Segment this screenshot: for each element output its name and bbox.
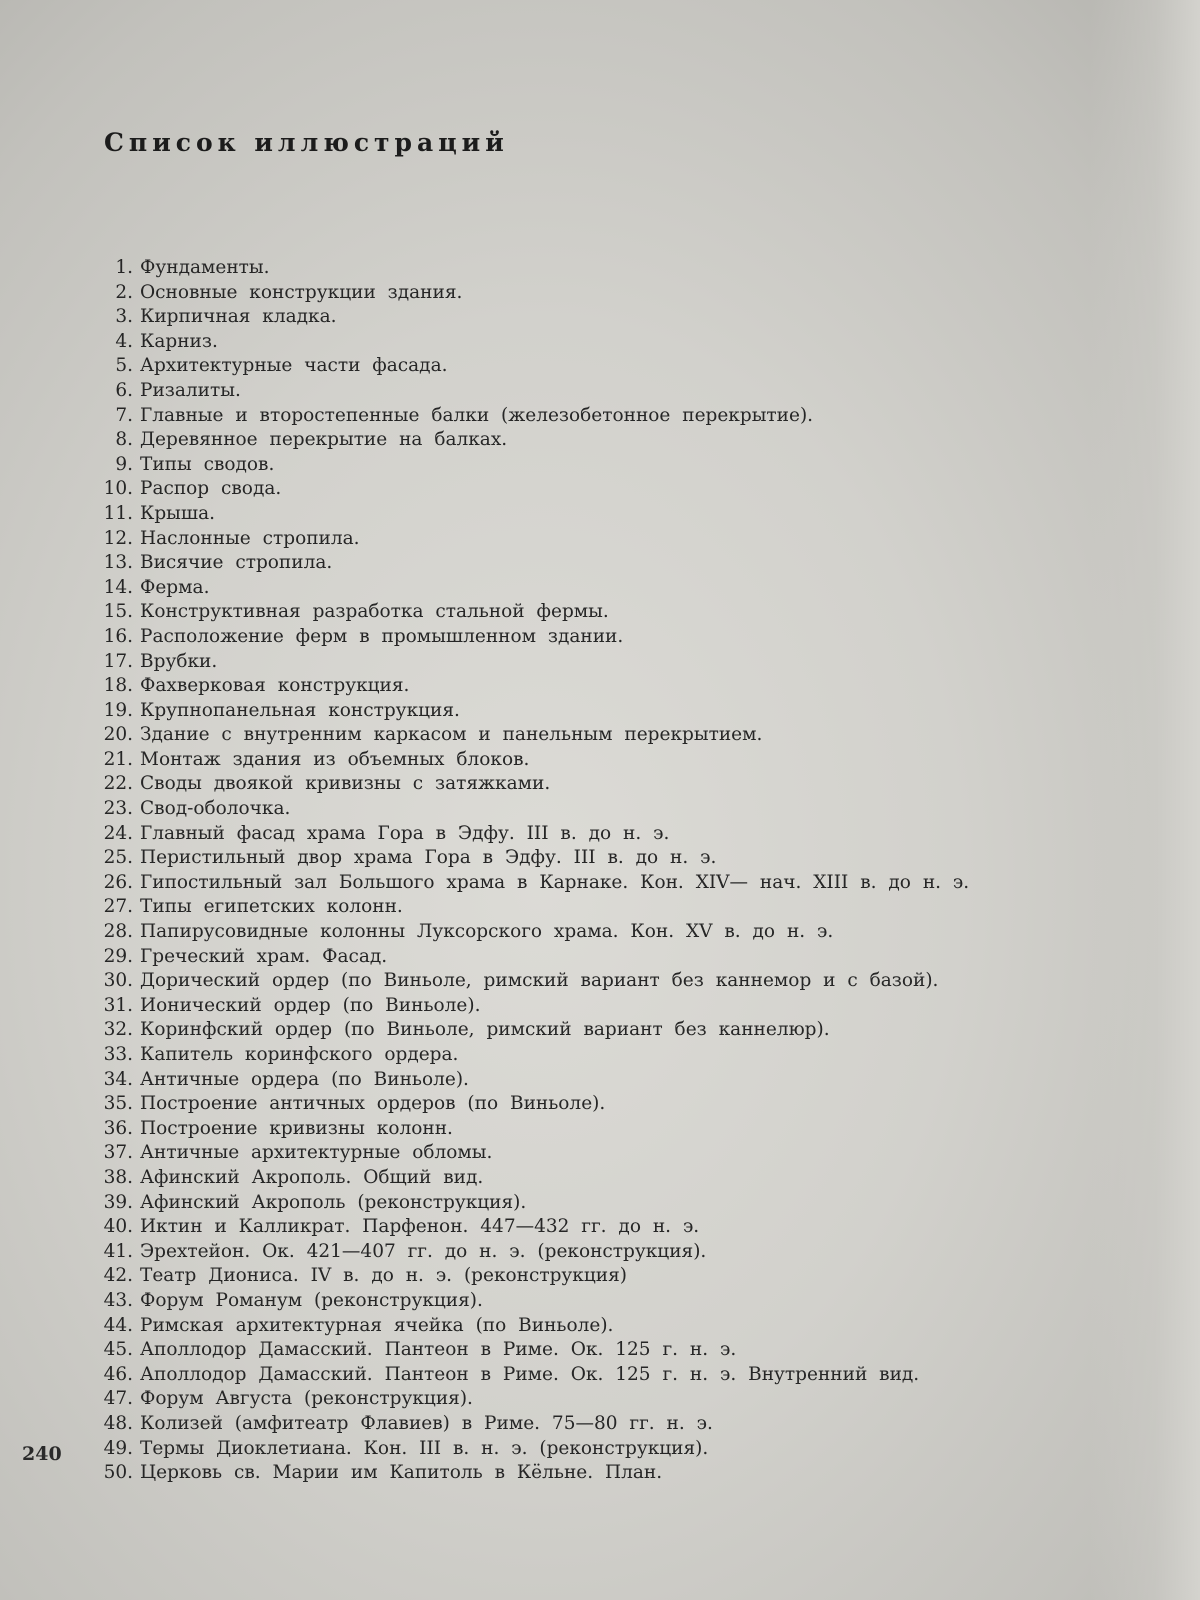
list-item-number: 42. [103,1265,133,1287]
list-item-text: Аполлодор Дамасский. Пантеон в Риме. Ок. 125 г. н. э. [140,1339,737,1361]
list-item-number: 15. [103,601,133,623]
list-item [92,994,969,1019]
list-item-number: 8. [115,429,133,451]
list-item-number: 22. [103,773,133,795]
list-item-number: 32. [103,1019,133,1041]
page-title: Список иллюстраций [104,128,509,157]
list-item [92,1166,969,1191]
list-item-number: 33. [103,1044,133,1065]
list-item-text: Монтаж здания из объемных блоков. [140,748,530,770]
list-item-text: Фахверковая конструкция. [140,675,410,697]
list-item [92,1412,969,1437]
list-item [92,748,969,773]
list-item-text: Свод-оболочка. [140,798,291,820]
list-item [92,600,969,625]
list-item-text: Крупнопанельная конструкция. [140,699,460,721]
list-item-text: Эрехтейон. Ок. 421—407 гг. до н. э. (реконструкция). [140,1240,707,1262]
list-item-text: Висячие стропила. [140,552,333,574]
list-item [92,895,969,920]
list-item [92,576,969,601]
list-item [92,625,969,650]
list-item [92,1461,969,1486]
list-item-number: 27. [103,896,133,918]
list-item [92,699,969,724]
list-item [92,1117,969,1142]
list-item [92,1240,969,1265]
list-item-text: Капитель коринфского ордера. [140,1044,459,1065]
list-item-number: 43. [103,1289,133,1311]
list-item-number: 23. [103,798,133,820]
list-item-number: 16. [103,625,133,647]
list-item [92,1043,969,1068]
list-item [92,551,969,576]
list-item [92,723,969,748]
list-item-text: Типы египетских колонн. [140,896,403,918]
list-item-text: Врубки. [140,650,218,672]
list-item-number: 13. [103,552,133,574]
list-item-text: Дорический ордер (по Виньоле, римский вариант без каннемор и с базой). [140,970,939,992]
list-item [92,256,969,281]
list-item-number: 18. [103,675,133,697]
list-item [92,1314,969,1339]
list-item-text: Кирпичная кладка. [140,306,337,328]
list-item-number: 34. [103,1068,133,1090]
list-item [92,1289,969,1314]
list-item-number: 11. [103,502,133,524]
list-item-number: 7. [115,404,133,426]
list-item [92,1215,969,1240]
list-item-text: Главный фасад храма Гора в Эдфу. III в. до н. э. [140,822,670,844]
list-item-number: 50. [103,1462,133,1484]
list-item-number: 31. [103,994,133,1016]
list-item-text: Архитектурные части фасада. [140,355,448,377]
list-item [92,871,969,896]
list-item-number: 30. [103,970,133,992]
list-item [92,1092,969,1117]
list-item-number: 35. [103,1093,133,1115]
list-item-number: 21. [103,748,133,770]
list-item-number: 1. [115,257,133,278]
list-item-text: Греческий храм. Фасад. [140,945,388,967]
list-item [92,502,969,527]
list-item [92,404,969,429]
list-item-number: 39. [103,1191,133,1213]
list-item [92,674,969,699]
list-item-text: Деревянное перекрытие на балках. [140,429,508,451]
list-item-text: Форум Августа (реконструкция). [140,1388,473,1410]
list-item [92,281,969,306]
list-item [92,846,969,871]
list-item-number: 49. [103,1437,133,1459]
list-item-text: Расположение ферм в промышленном здании. [140,625,624,647]
list-item-number: 28. [103,921,133,943]
list-item [92,1437,969,1462]
list-item-number: 45. [103,1339,133,1361]
list-item-text: Термы Диоклетиана. Кон. III в. н. э. (реконструкция). [140,1437,709,1459]
list-item-text: Главные и второстепенные балки (железобетонное перекрытие). [140,404,814,426]
list-item-number: 24. [103,822,133,844]
list-item-text: Здание с внутренним каркасом и панельным перекрытием. [140,724,763,746]
list-item-number: 25. [103,847,133,869]
list-item-text: Ферма. [140,576,210,598]
list-item-number: 37. [103,1142,133,1164]
list-item-number: 3. [115,306,133,328]
list-item [92,822,969,847]
list-item-text: Афинский Акрополь. Общий вид. [140,1166,484,1188]
list-item-text: Аполлодор Дамасский. Пантеон в Риме. Ок. 125 г. н. э. Внутренний вид. [140,1363,920,1385]
list-item [92,1018,969,1043]
list-item-text: Построение кривизны колонн. [140,1117,453,1139]
list-item-text: Крыша. [140,502,215,524]
list-item [92,969,969,994]
page-number: 240 [22,1443,62,1465]
list-item-text: Гипостильный зал Большого храма в Карнаке. Кон. XIV— нач. XIII в. до н. э. [140,871,970,893]
list-item-text: Церковь св. Марии им Капитоль в Кёльне. План. [140,1462,663,1484]
list-item-number: 2. [115,281,133,303]
list-item-number: 6. [115,379,133,401]
list-item-text: Перистильный двор храма Гора в Эдфу. III в. до н. э. [140,847,717,869]
list-item-text: Ионический ордер (по Виньоле). [140,994,481,1016]
list-item [92,453,969,478]
list-item-text: Папирусовидные колонны Луксорского храма. Кон. XV в. до н. э. [140,921,834,943]
list-item-text: Наслонные стропила. [140,527,360,549]
list-item-number: 26. [103,871,133,893]
list-item-number: 17. [103,650,133,672]
list-item-text: Распор свода. [140,478,282,500]
list-item-text: Фундаменты. [140,257,270,278]
list-item [92,477,969,502]
list-item-number: 10. [103,478,133,500]
list-item-text: Форум Романум (реконструкция). [140,1289,483,1311]
list-item [92,1363,969,1388]
list-item [92,1141,969,1166]
list-item-number: 44. [103,1314,133,1336]
list-item-text: Конструктивная разработка стальной фермы. [140,601,609,623]
list-item [92,772,969,797]
list-item-number: 46. [103,1363,133,1385]
list-item [92,428,969,453]
list-item [92,305,969,330]
list-item-text: Афинский Акрополь (реконструкция). [140,1191,527,1213]
list-item-number: 48. [103,1412,133,1434]
list-item-text: Ризалиты. [140,379,241,401]
list-item-number: 36. [103,1117,133,1139]
list-item-number: 40. [103,1216,133,1238]
list-item-number: 4. [115,330,133,352]
list-item-text: Иктин и Калликрат. Парфенон. 447—432 гг. до н. э. [140,1216,700,1238]
list-item-text: Построение античных ордеров (по Виньоле). [140,1093,606,1115]
list-item [92,1387,969,1412]
list-item [92,1264,969,1289]
list-item-number: 9. [115,453,133,475]
list-item-text: Римская архитектурная ячейка (по Виньоле). [140,1314,614,1336]
list-item-text: Своды двоякой кривизны с затяжками. [140,773,551,795]
list-item-text: Основные конструкции здания. [140,281,463,303]
illustration-list [92,256,969,1486]
list-item-text: Колизей (амфитеатр Флавиев) в Риме. 75—80 гг. н. э. [140,1412,713,1434]
list-item [92,920,969,945]
list-item [92,945,969,970]
list-item-text: Театр Диониса. IV в. до н. э. (реконструкция) [140,1265,627,1287]
list-item [92,527,969,552]
list-item-number: 14. [103,576,133,598]
list-item-text: Античные ордера (по Виньоле). [140,1068,469,1090]
list-item-text: Типы сводов. [140,453,275,475]
list-item-number: 12. [103,527,133,549]
list-item [92,797,969,822]
list-item [92,379,969,404]
list-item-number: 29. [103,945,133,967]
list-item-number: 47. [103,1388,133,1410]
list-item [92,330,969,355]
list-item [92,354,969,379]
list-item-number: 41. [103,1240,133,1262]
list-item-number: 19. [103,699,133,721]
list-item-text: Карниз. [140,330,218,352]
list-item-number: 38. [103,1166,133,1188]
list-item-number: 20. [103,724,133,746]
list-item-text: Античные архитектурные обломы. [140,1142,493,1164]
list-item [92,650,969,675]
list-item [92,1191,969,1216]
list-item-number: 5. [115,355,133,377]
list-item [92,1338,969,1363]
list-item-text: Коринфский ордер (по Виньоле, римский вариант без каннелюр). [140,1019,830,1041]
list-item [92,1068,969,1093]
